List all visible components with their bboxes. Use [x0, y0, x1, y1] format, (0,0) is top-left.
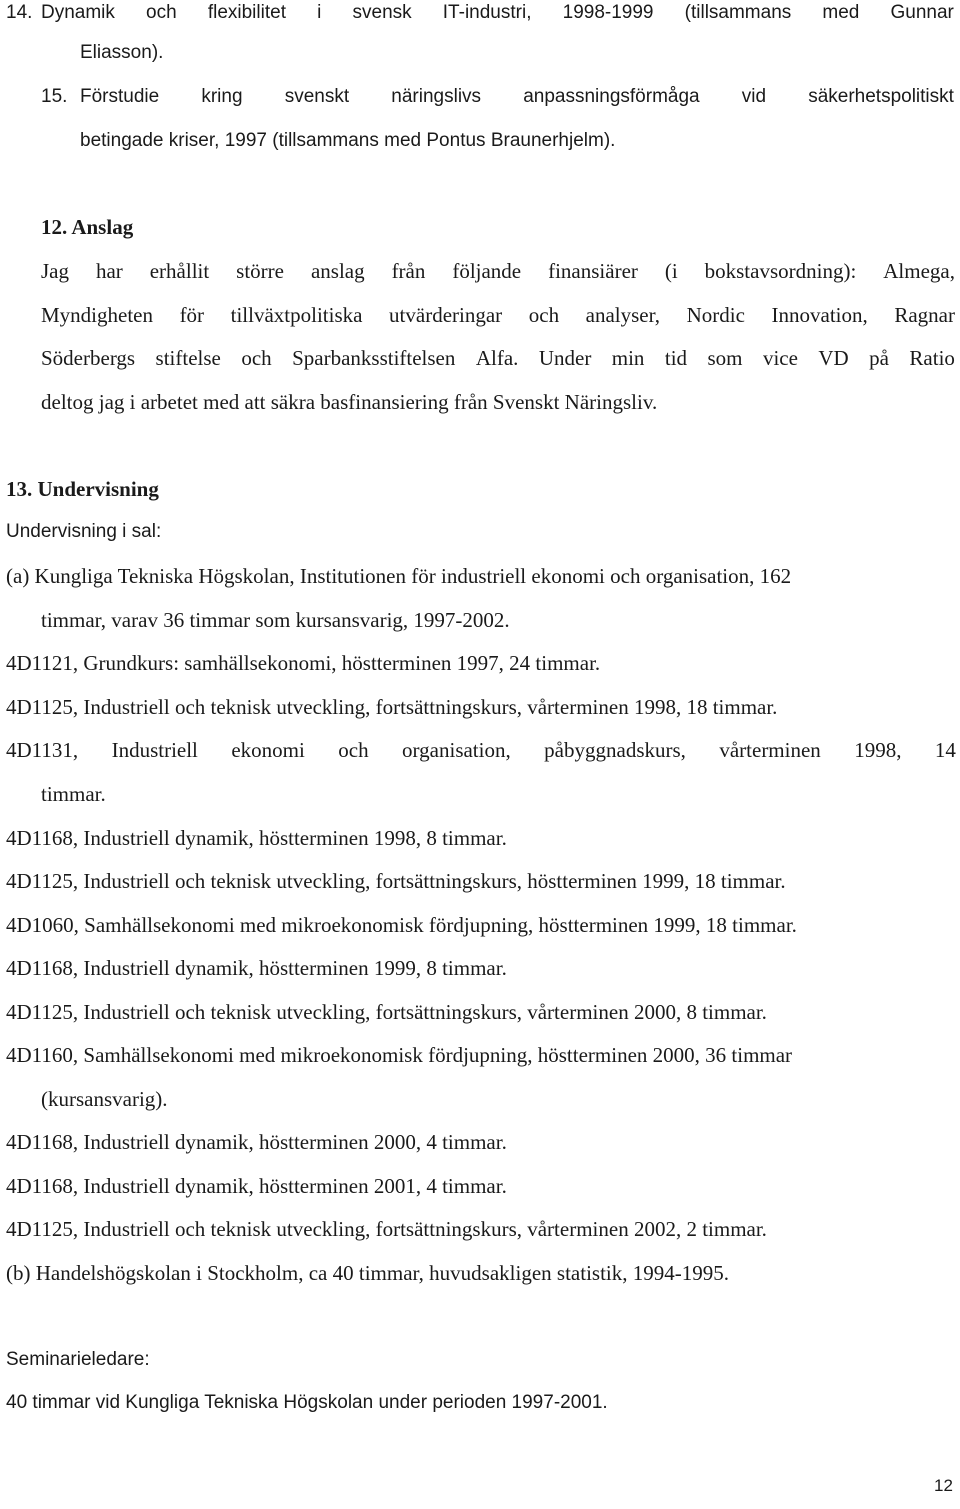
section-13-heading: 13. Undervisning — [6, 477, 159, 501]
word: och — [338, 738, 369, 762]
course-line: 4D1121, Grundkurs: samhällsekonomi, höstterminen 1997, 24 timmar. — [6, 651, 601, 675]
course-line: 4D1125, Industriell och teknisk utveckling, fortsättningskurs, vårterminen 2002, 2 timmar. — [6, 1217, 767, 1241]
word: Förstudie — [80, 86, 160, 107]
seminar-line: 40 timmar vid Kungliga Tekniska Högskolan under perioden 1997-2001. — [6, 1392, 608, 1413]
word: utvärderingar — [389, 303, 503, 327]
word: svenskt — [284, 86, 350, 107]
word: Sparbanksstiftelsen — [292, 346, 456, 370]
word: från — [391, 259, 426, 283]
word: flexibilitet — [207, 2, 286, 23]
course-line-continuation: timmar. — [41, 782, 106, 806]
word: Innovation, — [771, 303, 868, 327]
word: Gunnar — [890, 2, 954, 23]
word: 4D1131, — [6, 738, 79, 762]
word: följande — [452, 259, 522, 283]
course-line — [6, 737, 956, 763]
word: Alfa. — [475, 346, 519, 370]
word: Ratio — [909, 346, 955, 370]
course-line: 4D1160, Samhällsekonomi med mikroekonomisk fördjupning, höstterminen 2000, 36 timmar — [6, 1043, 793, 1067]
section-12-line-1 — [41, 258, 955, 284]
word: vid — [741, 86, 767, 107]
word: kring — [201, 86, 243, 107]
word: stiftelse — [155, 346, 221, 370]
word: anpassningsförmåga — [523, 86, 700, 107]
word: Söderbergs — [41, 346, 136, 370]
subheading-seminarieledare: Seminarieledare: — [6, 1349, 150, 1370]
word: ekonomi — [231, 738, 305, 762]
word: finansiärer — [548, 259, 638, 283]
word: organisation, — [402, 738, 511, 762]
word: Myndigheten — [41, 303, 153, 327]
word: min — [611, 346, 645, 370]
teaching-a-line-2: timmar, varav 36 timmar som kursansvarig, 1997-2002. — [41, 608, 510, 632]
section-12-line-2 — [41, 302, 955, 328]
word: IT-industri, — [442, 2, 532, 23]
word: (tillsammans — [684, 2, 792, 23]
word: Dynamik — [41, 2, 115, 23]
course-line: 4D1125, Industriell och teknisk utveckling, fortsättningskurs, höstterminen 1999, 18 timmar. — [6, 869, 786, 893]
word: i — [317, 2, 322, 23]
word: och — [146, 2, 177, 23]
section-12-line-3 — [41, 345, 955, 371]
word: 14 — [934, 738, 956, 762]
word: anslag — [310, 259, 365, 283]
word: tillväxtpolitiska — [230, 303, 363, 327]
word: näringslivs — [391, 86, 482, 107]
word: och — [528, 303, 560, 327]
word: Ragnar — [894, 303, 955, 327]
word: vårterminen — [719, 738, 821, 762]
pub-15-line-2: betingade kriser, 1997 (tillsammans med Pontus Braunerhjelm). — [80, 130, 616, 151]
word: säkerhetspolitiskt — [808, 86, 954, 107]
word: Industriell — [111, 738, 198, 762]
section-12-line-4: deltog jag i arbetet med att säkra basfinansiering från Svenskt Näringsliv. — [41, 390, 658, 414]
word: bokstavsordning): — [704, 259, 857, 283]
word: analyser, — [585, 303, 661, 327]
page-number: 12 — [934, 1476, 953, 1495]
pub-14-line-1 — [41, 0, 954, 26]
course-line: 4D1060, Samhällsekonomi med mikroekonomisk fördjupning, höstterminen 1999, 18 timmar. — [6, 913, 797, 937]
word: påbyggnadskurs, — [544, 738, 686, 762]
section-12-heading: 12. Anslag — [41, 215, 134, 239]
word: Jag — [41, 259, 69, 283]
teaching-a-line-1: (a) Kungliga Tekniska Högskolan, Institutionen för industriell ekonomi och organisation, 162 — [6, 564, 792, 588]
word: (i — [664, 259, 678, 283]
word: vice — [762, 346, 798, 370]
pub-14-number: 14. — [6, 2, 33, 23]
word: på — [869, 346, 889, 370]
word: Almega, — [883, 259, 955, 283]
course-line-continuation: (kursansvarig). — [41, 1087, 168, 1111]
word: Under — [538, 346, 592, 370]
course-line: 4D1125, Industriell och teknisk utveckling, fortsättningskurs, vårterminen 1998, 18 timmar. — [6, 695, 778, 719]
pub-15-number: 15. — [41, 86, 68, 107]
pub-15-line-1 — [80, 84, 954, 110]
teaching-b-line: (b) Handelshögskolan i Stockholm, ca 40 timmar, huvudsakligen statistik, 1994-1995. — [6, 1261, 729, 1285]
course-line: 4D1168, Industriell dynamik, höstterminen 2000, 4 timmar. — [6, 1130, 507, 1154]
word: som — [707, 346, 743, 370]
course-line: 4D1168, Industriell dynamik, höstterminen 1999, 8 timmar. — [6, 956, 507, 980]
word: 1998, — [854, 738, 902, 762]
course-line: 4D1168, Industriell dynamik, höstterminen 2001, 4 timmar. — [6, 1174, 507, 1198]
word: för — [179, 303, 205, 327]
word: Nordic — [686, 303, 745, 327]
subheading-undervisning-i-sal: Undervisning i sal: — [6, 521, 162, 542]
word: har — [95, 259, 123, 283]
word: svensk — [352, 2, 412, 23]
pub-14-line-2: Eliasson). — [80, 42, 164, 63]
course-line: 4D1125, Industriell och teknisk utveckling, fortsättningskurs, vårterminen 2000, 8 timmar. — [6, 1000, 767, 1024]
word: 1998-1999 — [562, 2, 654, 23]
word: VD — [818, 346, 849, 370]
word: och — [241, 346, 272, 370]
word: större — [236, 259, 284, 283]
word: erhållit — [149, 259, 210, 283]
word: med — [822, 2, 860, 23]
word: tid — [664, 346, 688, 370]
course-line: 4D1168, Industriell dynamik, höstterminen 1998, 8 timmar. — [6, 826, 507, 850]
